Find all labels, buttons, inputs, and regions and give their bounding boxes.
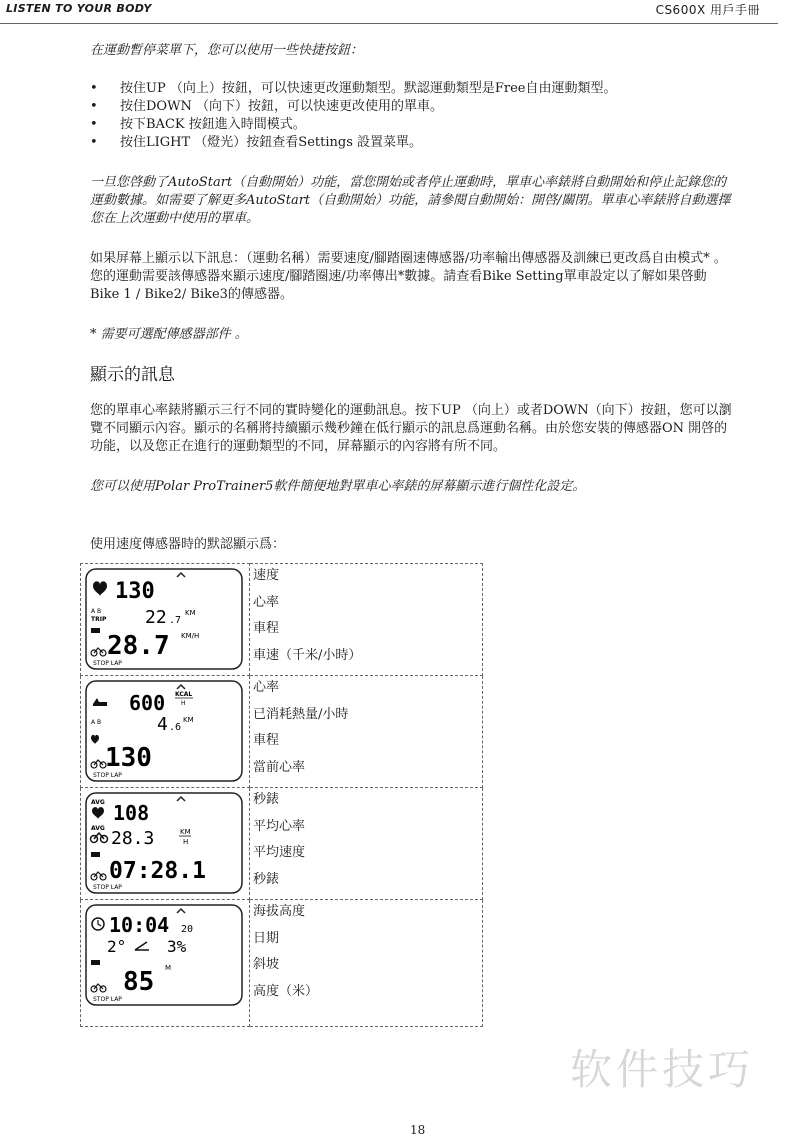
- header-manual-title: CS600X 用戶手冊: [655, 3, 760, 17]
- row-label: 秒錶: [253, 792, 280, 807]
- list-item: • 按住LIGHT （燈光）按鈕查看Settings 設置菜單。: [90, 134, 735, 152]
- list-item: • 按下BACK 按鈕進入時間模式。: [90, 116, 735, 134]
- header-brand: LISTEN TO YOUR BODY: [6, 2, 152, 15]
- screen-mid-right: 3%: [167, 937, 187, 956]
- protrainer-paragraph: 您可以使用Polar ProTrainer5軟件簡便地對單車心率錶的屏幕顯示進行個性化設定。: [90, 479, 586, 494]
- table-row: [81, 676, 483, 788]
- battery-icon: [91, 852, 100, 857]
- row-label: 速度: [253, 568, 280, 583]
- screen-mid-value: 22: [145, 607, 167, 628]
- screen-avg-tag: AVG: [91, 799, 105, 806]
- row-label: 心率: [253, 594, 280, 610]
- row-label: 車程: [253, 621, 280, 636]
- screen-bottom-value: 07:28.1: [109, 858, 206, 884]
- screen-ab-label: A B: [91, 608, 102, 615]
- page-number: 18: [410, 1123, 426, 1137]
- row-label: 日期: [253, 930, 280, 946]
- bike-icon: [91, 648, 106, 656]
- watch-screen-4: [85, 904, 243, 1006]
- screen-footer: STOP LAP: [93, 996, 122, 1003]
- shoe-icon: [93, 698, 107, 706]
- sensor-message-paragraph: 如果屏幕上顯示以下訊息：（運動名稱）需要速度/腳踏圈速傳感器/功率輸出傳感器及訓練已更改爲自由模式* 。 您的運動需要該傳感器來顯示速度/腳踏圈速/功率傳出*數據。請查看Bike Setting單車設定以了解如果啓動Bike 1 / Bike2/ Bike3的傳感器。: [90, 251, 727, 302]
- bike-icon: [91, 760, 106, 768]
- screen-top-value: 600: [129, 691, 166, 715]
- autostart-paragraph: 一旦您啓動了AutoStart（自動開始）功能，當您開始或者停止運動時，單車心率錶將自動開始和停止記錄您的運動數據。如需要了解更多AutoStart（自動開始）功能，請參閱自動開始：開啓/關閉。單車心率錶將自動選擇您在上次運動中使用的單車。: [90, 175, 731, 226]
- screen-mid-value: 4: [157, 714, 168, 735]
- row-label: 當前心率: [253, 759, 306, 775]
- screen-mid-unit: KM: [183, 716, 194, 724]
- screen-bottom-unit: M: [165, 964, 172, 972]
- screen-bottom-unit: KM/H: [181, 632, 200, 640]
- screen-bottom-value: 85: [123, 967, 155, 997]
- row-label: 高度（米）: [253, 983, 319, 999]
- screen-mid-unit: KM: [180, 828, 191, 836]
- row-label: 車程: [253, 733, 280, 748]
- screen-mid-unit-sub: H: [183, 838, 189, 846]
- header-rule: [0, 23, 778, 24]
- screen-top-unit: KCAL: [175, 691, 193, 698]
- screen-cell: [81, 788, 250, 900]
- screen-mid-sub: .7: [169, 615, 182, 626]
- slope-icon: [135, 942, 149, 950]
- list-item: • 按住DOWN （向下）按鈕，可以快速更改使用的單車。: [90, 98, 735, 116]
- label-cell: [250, 676, 483, 788]
- screen-bottom-value: 28.7: [107, 631, 170, 661]
- screen-top-value: 130: [115, 579, 155, 604]
- screen-cell: [81, 900, 250, 1027]
- table-row: [81, 900, 483, 1027]
- table-row: [81, 564, 483, 676]
- row-label: 車速（千米/小時）: [253, 647, 362, 663]
- screen-cell: [81, 564, 250, 676]
- watch-screen-2: [85, 680, 243, 782]
- watermark: 软件技巧: [570, 1045, 755, 1094]
- bike-icon: [91, 984, 106, 992]
- screen-footer: STOP LAP: [93, 772, 122, 779]
- row-label: 已消耗熱量/小時: [253, 706, 349, 722]
- row-label: 平均速度: [253, 845, 306, 860]
- display-paragraph: 您的單車心率錶將顯示三行不同的實時變化的運動訊息。按下UP （向上）或者DOWN（向下）按鈕，您可以瀏覽不同顯示內容。顯示的名稱將持續顯示幾秒鐘在低行顯示的訊息爲運動名稱。由於您安裝的傳感器ON 開啓的功能，以及您正在進行的運動類型的不同，屏幕顯示的內容將有所不同。: [90, 403, 732, 454]
- screen-top-value: 108: [113, 801, 150, 825]
- screen-mid-sub: .6: [169, 722, 182, 733]
- clock-icon: [92, 918, 104, 930]
- screen-trip-label: TRIP: [91, 616, 107, 623]
- label-cell: [250, 788, 483, 900]
- screen-mid-unit: KM: [185, 609, 196, 617]
- intro-text: 在運動暫停菜單下，您可以使用一些快捷按鈕：: [90, 43, 364, 58]
- footnote: * 需要可選配傳感器部件 。: [90, 327, 248, 342]
- row-label: 秒錶: [253, 871, 280, 887]
- bike-icon: [91, 833, 108, 843]
- screen-avg-tag: AVG: [91, 825, 105, 832]
- main-content: [90, 42, 735, 570]
- watch-screen-3: [85, 792, 243, 894]
- screen-footer: STOP LAP: [93, 660, 122, 667]
- screen-mid-value: 2°: [107, 937, 127, 956]
- heart-icon: [91, 735, 99, 744]
- row-label: 海拔高度: [253, 904, 306, 919]
- screen-mid-value: 28.3: [111, 828, 155, 849]
- watch-screen-1: [85, 568, 243, 670]
- screen-cell: [81, 676, 250, 788]
- table-row: [81, 788, 483, 900]
- row-label: 斜坡: [253, 957, 280, 972]
- row-label: 平均心率: [253, 818, 306, 834]
- bike-icon: [91, 872, 106, 880]
- screen-top-value: 10:04: [109, 913, 170, 937]
- heart-icon: [92, 807, 104, 819]
- label-cell: [250, 564, 483, 676]
- label-cell: [250, 900, 483, 1027]
- screen-ab-label: A B: [91, 719, 102, 726]
- row-label: 心率: [253, 680, 280, 695]
- screen-bottom-value: 130: [105, 743, 152, 773]
- table-intro: 使用速度傳感器時的默認顯示爲：: [90, 537, 286, 552]
- heart-icon: [93, 581, 107, 596]
- screen-top-sub: 20: [181, 924, 194, 935]
- battery-icon: [91, 960, 100, 965]
- shortcut-list: [90, 80, 735, 152]
- section-title: 顯示的訊息: [90, 365, 175, 385]
- screen-top-unit-sub: H: [181, 700, 186, 707]
- display-table: [80, 563, 483, 1027]
- screen-footer: STOP LAP: [93, 884, 122, 891]
- list-item: • 按住UP （向上）按鈕，可以快速更改運動類型。默認運動類型是Free自由運動類型。: [90, 80, 735, 98]
- battery-icon: [91, 628, 100, 633]
